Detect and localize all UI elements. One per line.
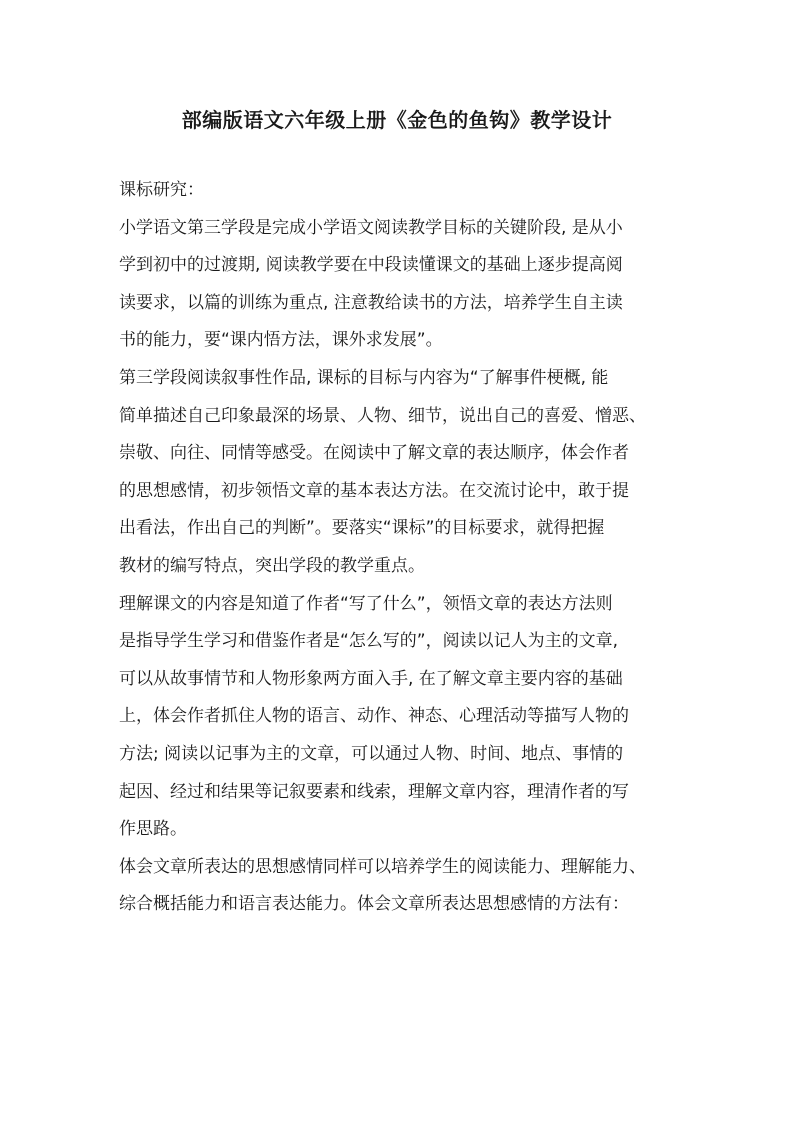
text-line: 可以从故事情节和人物形象两方面入手, 在了解文章主要内容的基础 — [119, 668, 623, 689]
document-body — [119, 172, 685, 924]
text-line: 出看法，作出自己的判断”。要落实“课标”的目标要求，就得把握 — [119, 518, 605, 539]
text-line: 小学语文第三学段是完成小学语文阅读教学目标的关键阶段, 是从小 — [119, 217, 623, 238]
text-line: 的思想感情，初步领悟文章的基本表达方法。在交流讨论中，敢于提 — [119, 480, 629, 501]
text-line: 上，体会作者抓住人物的语言、动作、神态、心理活动等描写人物的 — [119, 706, 629, 727]
text-line: 学到初中的过渡期, 阅读教学要在中段读懂课文的基础上逐步提高阅 — [119, 255, 623, 276]
text-line: 教材的编写特点，突出学段的教学重点。 — [119, 555, 425, 576]
text-line: 方法; 阅读以记事为主的文章，可以通过人物、时间、地点、事情的 — [119, 743, 624, 764]
text-line: 起因、经过和结果等记叙要素和线索，理解文章内容，理清作者的写 — [119, 781, 629, 802]
text-line: 读要求，以篇的训练为重点, 注意教给读书的方法，培养学生自主读 — [119, 292, 623, 313]
text-line: 作思路。 — [119, 819, 187, 840]
text-line: 书的能力，要“课内悟方法，课外求发展”。 — [119, 330, 443, 351]
document-title: 部编版语文六年级上册《金色的鱼钩》教学设计 — [181, 108, 613, 132]
text-line: 体会文章所表达的思想感情同样可以培养学生的阅读能力、理解能力、 — [119, 856, 646, 877]
text-line: 是指导学生学习和借鉴作者是“怎么写的”，阅读以记人为主的文章, — [119, 631, 619, 652]
text-line: 崇敬、向往、同情等感受。在阅读中了解文章的表达顺序，体会作者 — [119, 443, 629, 464]
text-line: 简单描述自己印象最深的场景、人物、细节，说出自己的喜爱、憎恶、 — [119, 405, 646, 426]
text-line: 课标研究： — [119, 180, 204, 200]
text-line: 综合概括能力和语言表达能力。体会文章所表达思想感情的方法有： — [119, 894, 629, 915]
text-line: 理解课文的内容是知道了作者“写了什么”，领悟文章的表达方法则 — [119, 593, 613, 614]
text-line: 第三学段阅读叙事性作品, 课标的目标与内容为“了解事件梗概, 能 — [119, 367, 609, 388]
